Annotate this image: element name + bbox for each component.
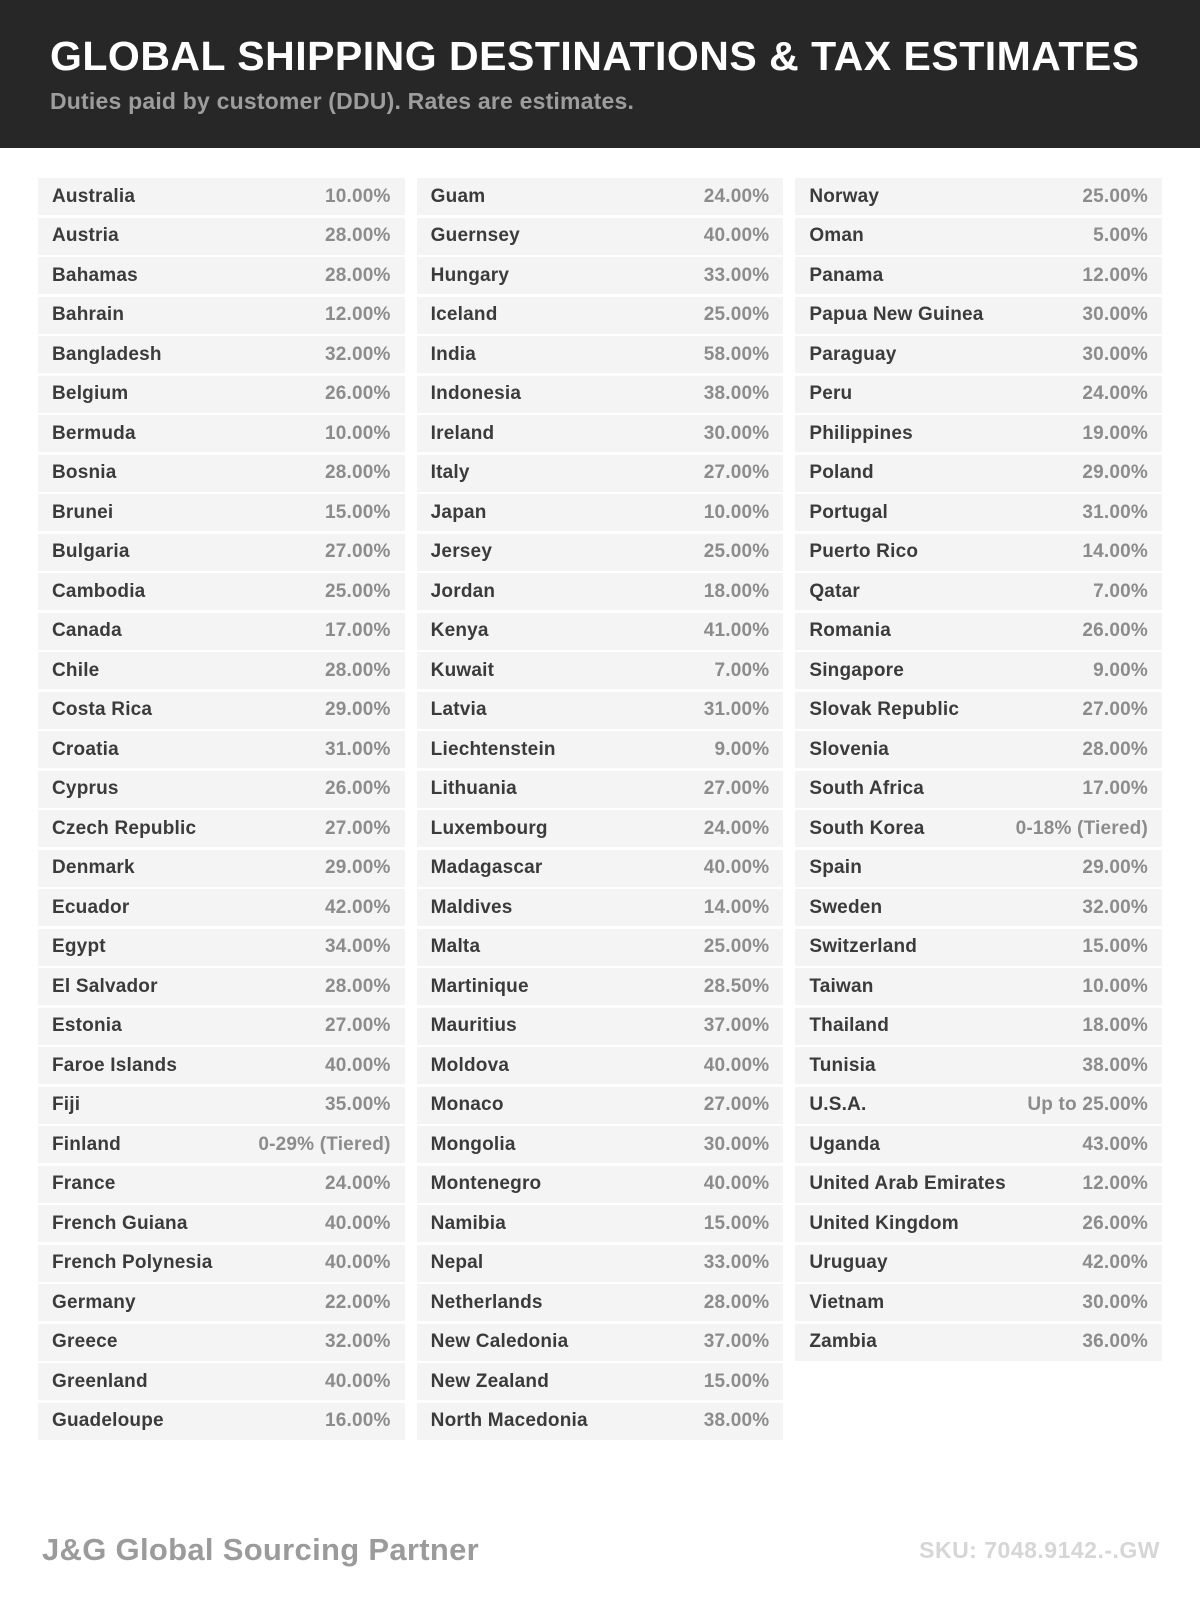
rate-value: 10.00% [325, 185, 391, 207]
country-label: Romania [809, 620, 891, 641]
rate-value: 28.50% [703, 975, 770, 997]
table-row [38, 889, 405, 926]
table-row [795, 692, 1162, 729]
rate-value: 32.00% [325, 1331, 391, 1352]
country-label: Fiji [52, 1094, 81, 1115]
sku-label: SKU: 7048.9142.-.GW [919, 1536, 1160, 1563]
country-label: Tunisia [809, 1054, 876, 1076]
country-label: India [430, 343, 476, 365]
rate-value: 26.00% [325, 778, 391, 799]
rate-value: 7.00% [1093, 580, 1148, 602]
country-label: New Caledonia [430, 1331, 569, 1352]
rate-value: 19.00% [1082, 422, 1148, 444]
rate-value: 27.00% [325, 1015, 391, 1036]
country-label: Cyprus [52, 778, 119, 799]
country-label: Netherlands [430, 1291, 543, 1313]
country-label: Germany [52, 1291, 136, 1313]
rate-value: 18.00% [703, 580, 770, 602]
country-label: South Korea [809, 817, 925, 839]
country-label: Finland [52, 1133, 121, 1155]
table-row [417, 297, 784, 334]
country-label: Spain [809, 857, 863, 878]
table-row [417, 1166, 784, 1203]
rate-value: 42.00% [1082, 1252, 1148, 1273]
country-label: Kenya [430, 620, 489, 641]
country-label: French Guiana [52, 1212, 188, 1234]
country-label: El Salvador [52, 975, 158, 997]
table-row [795, 810, 1162, 847]
country-label: France [52, 1173, 116, 1194]
rate-value: 29.00% [325, 699, 391, 720]
table-row [417, 810, 784, 847]
table-row [38, 218, 405, 255]
country-label: Guernsey [430, 225, 520, 246]
table-row [38, 336, 405, 373]
country-label: Qatar [809, 580, 860, 602]
rate-value: 58.00% [703, 343, 770, 365]
table-row [417, 376, 784, 413]
table-row [417, 968, 784, 1005]
rate-value: 25.00% [703, 304, 770, 325]
rate-value: 15.00% [1082, 936, 1148, 957]
table-column-2 [417, 178, 784, 1442]
country-label: Vietnam [809, 1291, 885, 1313]
rate-value: 24.00% [1082, 383, 1148, 404]
table-row [417, 1205, 784, 1242]
country-label: Italy [430, 462, 470, 483]
table-row [417, 1008, 784, 1045]
table-row [795, 1087, 1162, 1124]
table-row [795, 652, 1162, 689]
country-label: Hungary [430, 264, 510, 286]
rate-value: 12.00% [1082, 1173, 1148, 1194]
table-row [38, 1284, 405, 1321]
country-label: Liechtenstein [430, 738, 556, 760]
country-label: Bulgaria [52, 541, 130, 562]
table-row [417, 573, 784, 610]
rate-value: 16.00% [325, 1410, 391, 1431]
table-row [38, 573, 405, 610]
rate-value: 14.00% [1082, 541, 1148, 562]
rate-value: 36.00% [1082, 1331, 1148, 1352]
country-label: Portugal [809, 501, 888, 523]
rate-value: 7.00% [714, 659, 770, 681]
rate-value: 24.00% [703, 185, 770, 207]
table-row [795, 218, 1162, 255]
country-label: Costa Rica [52, 699, 153, 720]
country-label: Czech Republic [52, 817, 197, 839]
rate-value: 35.00% [325, 1094, 391, 1115]
table-row [795, 1047, 1162, 1084]
table-row [38, 771, 405, 808]
table-row [417, 534, 784, 571]
table-row [795, 731, 1162, 768]
table-row [417, 336, 784, 373]
table-row [38, 1087, 405, 1124]
country-label: Canada [52, 620, 122, 641]
country-label: Uruguay [809, 1252, 888, 1273]
table-row [38, 1008, 405, 1045]
rate-value: 30.00% [703, 422, 770, 444]
table-row [38, 1047, 405, 1084]
rate-value: 9.00% [714, 738, 770, 760]
country-label: Luxembourg [430, 817, 548, 839]
rate-value: 38.00% [703, 383, 770, 404]
country-label: Bahamas [52, 264, 138, 286]
table-row [38, 968, 405, 1005]
page-footer [42, 1532, 1160, 1568]
country-label: Indonesia [430, 383, 522, 404]
country-label: Ecuador [52, 896, 130, 918]
table-row [38, 415, 405, 452]
country-label: Iceland [430, 304, 498, 325]
table-row [795, 573, 1162, 610]
country-label: Monaco [430, 1094, 504, 1115]
country-label: Denmark [52, 857, 135, 878]
table-row [795, 929, 1162, 966]
rate-value: 40.00% [703, 857, 770, 878]
country-label: Moldova [430, 1054, 510, 1076]
rate-value: 30.00% [1082, 304, 1148, 325]
country-label: Cambodia [52, 580, 146, 602]
country-label: Bangladesh [52, 343, 162, 365]
table-row [417, 1403, 784, 1440]
rate-value: 40.00% [703, 225, 770, 246]
country-label: Australia [52, 185, 136, 207]
rate-value: 25.00% [703, 936, 770, 957]
rate-value: 28.00% [325, 659, 391, 681]
rate-value: 0-29% (Tiered) [258, 1133, 391, 1155]
table-row [38, 455, 405, 492]
rate-value: 31.00% [1082, 501, 1148, 523]
rate-value: 40.00% [325, 1054, 391, 1076]
rate-value: 24.00% [325, 1173, 391, 1194]
country-label: Mauritius [430, 1015, 517, 1036]
rate-value: 22.00% [325, 1291, 391, 1313]
table-row [795, 889, 1162, 926]
table-row [795, 850, 1162, 887]
table-row [38, 850, 405, 887]
table-row [38, 297, 405, 334]
country-label: Jordan [430, 580, 496, 602]
rate-value: 38.00% [703, 1410, 770, 1431]
rate-value: 29.00% [1082, 857, 1148, 878]
rate-value: 10.00% [703, 501, 770, 523]
table-row [417, 692, 784, 729]
rates-table [38, 178, 1162, 1442]
country-label: Panama [809, 264, 884, 286]
rate-value: 41.00% [703, 620, 770, 641]
table-row [38, 652, 405, 689]
country-label: Estonia [52, 1015, 123, 1036]
rate-value: 15.00% [703, 1212, 770, 1234]
table-row [38, 534, 405, 571]
rate-value: 12.00% [1082, 264, 1148, 286]
rate-value: 40.00% [703, 1173, 770, 1194]
rate-value: 27.00% [325, 817, 391, 839]
table-row [795, 1166, 1162, 1203]
table-row [38, 494, 405, 531]
table-row [795, 178, 1162, 215]
country-label: Lithuania [430, 778, 517, 799]
rate-value: 18.00% [1082, 1015, 1148, 1036]
table-row [38, 376, 405, 413]
country-label: Uganda [809, 1133, 881, 1155]
rate-value: 25.00% [325, 580, 391, 602]
rate-value: 37.00% [703, 1015, 770, 1036]
table-row [417, 771, 784, 808]
table-row [417, 415, 784, 452]
table-row [38, 692, 405, 729]
rate-value: 15.00% [325, 501, 391, 523]
country-label: Kuwait [430, 659, 495, 681]
country-label: Bermuda [52, 422, 136, 444]
country-label: French Polynesia [52, 1252, 213, 1273]
rate-value: 0-18% (Tiered) [1015, 817, 1148, 839]
table-row [795, 968, 1162, 1005]
table-column-1 [38, 178, 405, 1442]
rate-value: 29.00% [1082, 462, 1148, 483]
rate-value: 14.00% [703, 896, 770, 918]
rate-value: 42.00% [325, 896, 391, 918]
country-label: Faroe Islands [52, 1054, 178, 1076]
table-row [38, 257, 405, 294]
table-row [795, 494, 1162, 531]
rate-value: 17.00% [1082, 778, 1148, 799]
country-label: Sweden [809, 896, 883, 918]
rate-value: 28.00% [325, 975, 391, 997]
country-label: Mongolia [430, 1133, 516, 1155]
rate-value: 40.00% [325, 1252, 391, 1273]
country-label: Namibia [430, 1212, 506, 1234]
country-label: Paraguay [809, 343, 897, 365]
table-row [417, 455, 784, 492]
country-label: U.S.A. [809, 1094, 867, 1115]
table-row [417, 613, 784, 650]
country-label: Bosnia [52, 462, 117, 483]
country-label: Taiwan [809, 975, 874, 997]
rate-value: 43.00% [1082, 1133, 1148, 1155]
table-row [795, 455, 1162, 492]
country-label: Latvia [430, 699, 487, 720]
country-label: Thailand [809, 1015, 890, 1036]
rate-value: 25.00% [1082, 185, 1148, 207]
table-row [417, 1126, 784, 1163]
rate-value: 10.00% [325, 422, 391, 444]
rate-value: 26.00% [1082, 620, 1148, 641]
table-row [38, 178, 405, 215]
rate-value: 40.00% [703, 1054, 770, 1076]
table-row [795, 415, 1162, 452]
rate-value: 17.00% [325, 620, 391, 641]
table-row [795, 257, 1162, 294]
rate-value: 31.00% [325, 738, 391, 760]
country-label: Guam [430, 185, 486, 207]
country-label: Poland [809, 462, 874, 483]
table-row [417, 652, 784, 689]
rate-value: 30.00% [703, 1133, 770, 1155]
table-row [417, 218, 784, 255]
table-row [38, 1363, 405, 1400]
country-label: Norway [809, 185, 880, 207]
country-label: Jersey [430, 541, 493, 562]
table-row [38, 613, 405, 650]
table-row [38, 1166, 405, 1203]
rate-value: 38.00% [1082, 1054, 1148, 1076]
rate-value: 5.00% [1093, 225, 1148, 246]
country-label: Malta [430, 936, 481, 957]
rate-value: 24.00% [703, 817, 770, 839]
table-row [38, 1324, 405, 1361]
table-row [795, 1284, 1162, 1321]
rate-value: 26.00% [1082, 1212, 1148, 1234]
table-row [417, 1047, 784, 1084]
rate-value: 30.00% [1082, 1291, 1148, 1313]
country-label: Nepal [430, 1252, 484, 1273]
rate-value: 32.00% [1082, 896, 1148, 918]
country-label: Chile [52, 659, 100, 681]
country-label: United Kingdom [809, 1212, 959, 1234]
rate-value: 29.00% [325, 857, 391, 878]
rate-value: 28.00% [325, 462, 391, 483]
table-row [795, 1008, 1162, 1045]
country-label: Belgium [52, 383, 129, 404]
country-label: Puerto Rico [809, 541, 919, 562]
country-label: Egypt [52, 936, 106, 957]
country-label: Singapore [809, 659, 905, 681]
rate-value: 33.00% [703, 264, 770, 286]
table-row [417, 1245, 784, 1282]
rate-value: 28.00% [325, 225, 391, 246]
table-row [795, 534, 1162, 571]
country-label: North Macedonia [430, 1410, 588, 1431]
rate-value: 12.00% [325, 304, 391, 325]
page-title: GLOBAL SHIPPING DESTINATIONS & TAX ESTIMATES [50, 33, 1140, 79]
table-row [417, 889, 784, 926]
country-label: Austria [52, 225, 119, 246]
rate-value: 37.00% [703, 1331, 770, 1352]
table-row [38, 1403, 405, 1440]
table-row [417, 257, 784, 294]
table-row [795, 771, 1162, 808]
rate-value: 40.00% [325, 1370, 391, 1392]
brand-name: J&G Global Sourcing Partner [42, 1532, 480, 1567]
rate-value: 28.00% [1082, 738, 1148, 760]
table-row [417, 494, 784, 531]
rate-value: Up to 25.00% [1027, 1094, 1148, 1115]
rate-value: 27.00% [1082, 699, 1148, 720]
rate-value: 30.00% [1082, 343, 1148, 365]
country-label: Oman [809, 225, 864, 246]
rate-value: 27.00% [325, 541, 391, 562]
table-row [38, 1205, 405, 1242]
table-row [417, 1363, 784, 1400]
rate-value: 27.00% [703, 462, 770, 483]
table-row [795, 1324, 1162, 1361]
country-label: Ireland [430, 422, 495, 444]
country-label: Zambia [809, 1331, 878, 1352]
table-row [417, 1087, 784, 1124]
rate-value: 34.00% [325, 936, 391, 957]
table-row [38, 810, 405, 847]
rate-value: 28.00% [703, 1291, 770, 1313]
country-label: Slovenia [809, 738, 890, 760]
table-row [38, 929, 405, 966]
rate-value: 10.00% [1082, 975, 1148, 997]
country-label: Papua New Guinea [809, 304, 984, 325]
country-label: Guadeloupe [52, 1410, 164, 1431]
table-row [795, 376, 1162, 413]
page-subtitle: Duties paid by customer (DDU). Rates are estimates. [50, 88, 635, 115]
table-row [795, 297, 1162, 334]
table-row [417, 178, 784, 215]
table-row [795, 336, 1162, 373]
country-label: South Africa [809, 778, 924, 799]
table-row [417, 731, 784, 768]
table-row [417, 1284, 784, 1321]
table-row [417, 929, 784, 966]
country-label: Montenegro [430, 1173, 542, 1194]
country-label: Peru [809, 383, 853, 404]
table-row [417, 1324, 784, 1361]
rate-value: 27.00% [703, 1094, 770, 1115]
rate-value: 26.00% [325, 383, 391, 404]
rate-value: 27.00% [703, 778, 770, 799]
country-label: Slovak Republic [809, 699, 960, 720]
country-label: Greenland [52, 1370, 148, 1392]
rate-value: 28.00% [325, 264, 391, 286]
table-row [38, 731, 405, 768]
country-label: New Zealand [430, 1370, 549, 1392]
rate-value: 33.00% [703, 1252, 770, 1273]
country-label: Martinique [430, 975, 529, 997]
country-label: Croatia [52, 738, 119, 760]
country-label: Japan [430, 501, 487, 523]
country-label: Maldives [430, 896, 513, 918]
rate-value: 25.00% [703, 541, 770, 562]
table-row [795, 1245, 1162, 1282]
country-label: United Arab Emirates [809, 1173, 1006, 1194]
table-row [38, 1126, 405, 1163]
page-header [0, 0, 1200, 148]
rate-value: 32.00% [325, 343, 391, 365]
table-row [795, 1126, 1162, 1163]
country-label: Brunei [52, 501, 114, 523]
rate-value: 40.00% [325, 1212, 391, 1234]
table-row [795, 1205, 1162, 1242]
country-label: Bahrain [52, 304, 125, 325]
rate-value: 9.00% [1093, 659, 1148, 681]
table-row [795, 613, 1162, 650]
table-row [417, 850, 784, 887]
country-label: Greece [52, 1331, 118, 1352]
country-label: Madagascar [430, 857, 543, 878]
table-column-3 [795, 178, 1162, 1363]
country-label: Philippines [809, 422, 913, 444]
table-row [38, 1245, 405, 1282]
rate-value: 31.00% [703, 699, 770, 720]
rate-value: 15.00% [703, 1370, 770, 1392]
country-label: Switzerland [809, 936, 918, 957]
